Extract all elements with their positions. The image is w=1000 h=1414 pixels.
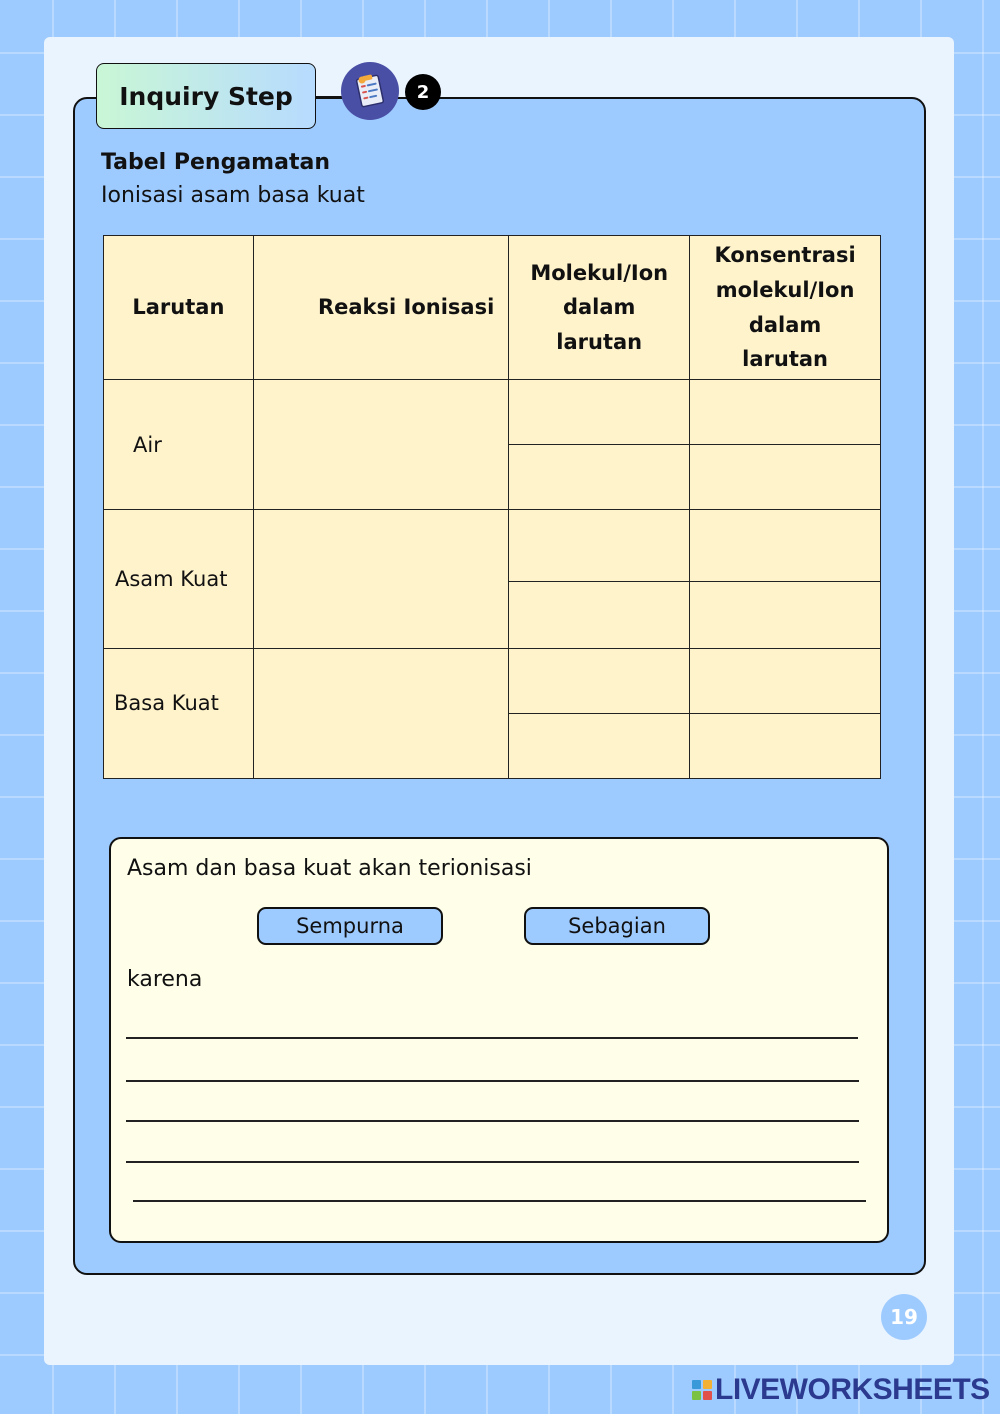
header-konsentrasi: Konsentrasi molekul/Ion dalam larutan: [690, 236, 881, 380]
reaksi-input-asam-kuat[interactable]: [253, 510, 508, 649]
molekul-input-basa-1[interactable]: [509, 649, 690, 714]
konsentrasi-input-air-2[interactable]: [690, 445, 881, 510]
answer-line-5[interactable]: [133, 1200, 866, 1202]
reaksi-input-basa-kuat[interactable]: [253, 649, 508, 779]
inquiry-step-tab: [96, 63, 316, 129]
answer-line-3[interactable]: [126, 1120, 859, 1122]
observation-table: [103, 235, 881, 779]
table-row: [104, 649, 881, 714]
konsentrasi-input-air-1[interactable]: [690, 380, 881, 445]
page-number-badge: 19: [881, 1294, 927, 1340]
molekul-input-air-2[interactable]: [509, 445, 690, 510]
conclusion-statement: Asam dan basa kuat akan terionisasi: [127, 856, 532, 881]
reason-label: karena: [127, 967, 203, 992]
header-molekul-ion: Molekul/Ion dalam larutan: [509, 236, 690, 380]
answer-line-2[interactable]: [126, 1080, 859, 1082]
reaksi-input-air[interactable]: [253, 380, 508, 510]
konsentrasi-input-basa-2[interactable]: [690, 714, 881, 779]
konsentrasi-input-asam-2[interactable]: [690, 582, 881, 649]
option-sempurna-button[interactable]: Sempurna: [257, 907, 443, 945]
liveworksheets-grid-icon: [692, 1380, 712, 1400]
inquiry-step-label: Inquiry Step: [119, 81, 293, 111]
table-row: [104, 510, 881, 582]
section-subtitle: Ionisasi asam basa kuat: [101, 183, 365, 208]
header-larutan: Larutan: [104, 236, 254, 380]
clipboard-checklist-icon: [341, 62, 399, 120]
row-label-asam-kuat: Asam Kuat: [104, 510, 254, 649]
header-reaksi-ionisasi: Reaksi Ionisasi: [253, 236, 508, 380]
section-title: Tabel Pengamatan: [101, 150, 330, 175]
conclusion-box: [109, 837, 889, 1243]
tab-connector-line: [316, 96, 344, 99]
molekul-input-asam-2[interactable]: [509, 582, 690, 649]
konsentrasi-input-asam-1[interactable]: [690, 510, 881, 582]
table-header-row: [104, 236, 881, 380]
liveworksheets-brand: LIVEWORKSHEETS: [715, 1373, 990, 1406]
row-label-basa-kuat: Basa Kuat: [104, 649, 254, 779]
option-sebagian-button[interactable]: Sebagian: [524, 907, 710, 945]
answer-line-1[interactable]: [126, 1037, 858, 1039]
answer-line-4[interactable]: [126, 1161, 859, 1163]
molekul-input-asam-1[interactable]: [509, 510, 690, 582]
row-label-air: Air: [104, 380, 254, 510]
molekul-input-air-1[interactable]: [509, 380, 690, 445]
konsentrasi-input-basa-1[interactable]: [690, 649, 881, 714]
liveworksheets-logo: [692, 1374, 990, 1406]
molekul-input-basa-2[interactable]: [509, 714, 690, 779]
table-row: [104, 380, 881, 445]
step-number-badge: 2: [405, 74, 441, 110]
